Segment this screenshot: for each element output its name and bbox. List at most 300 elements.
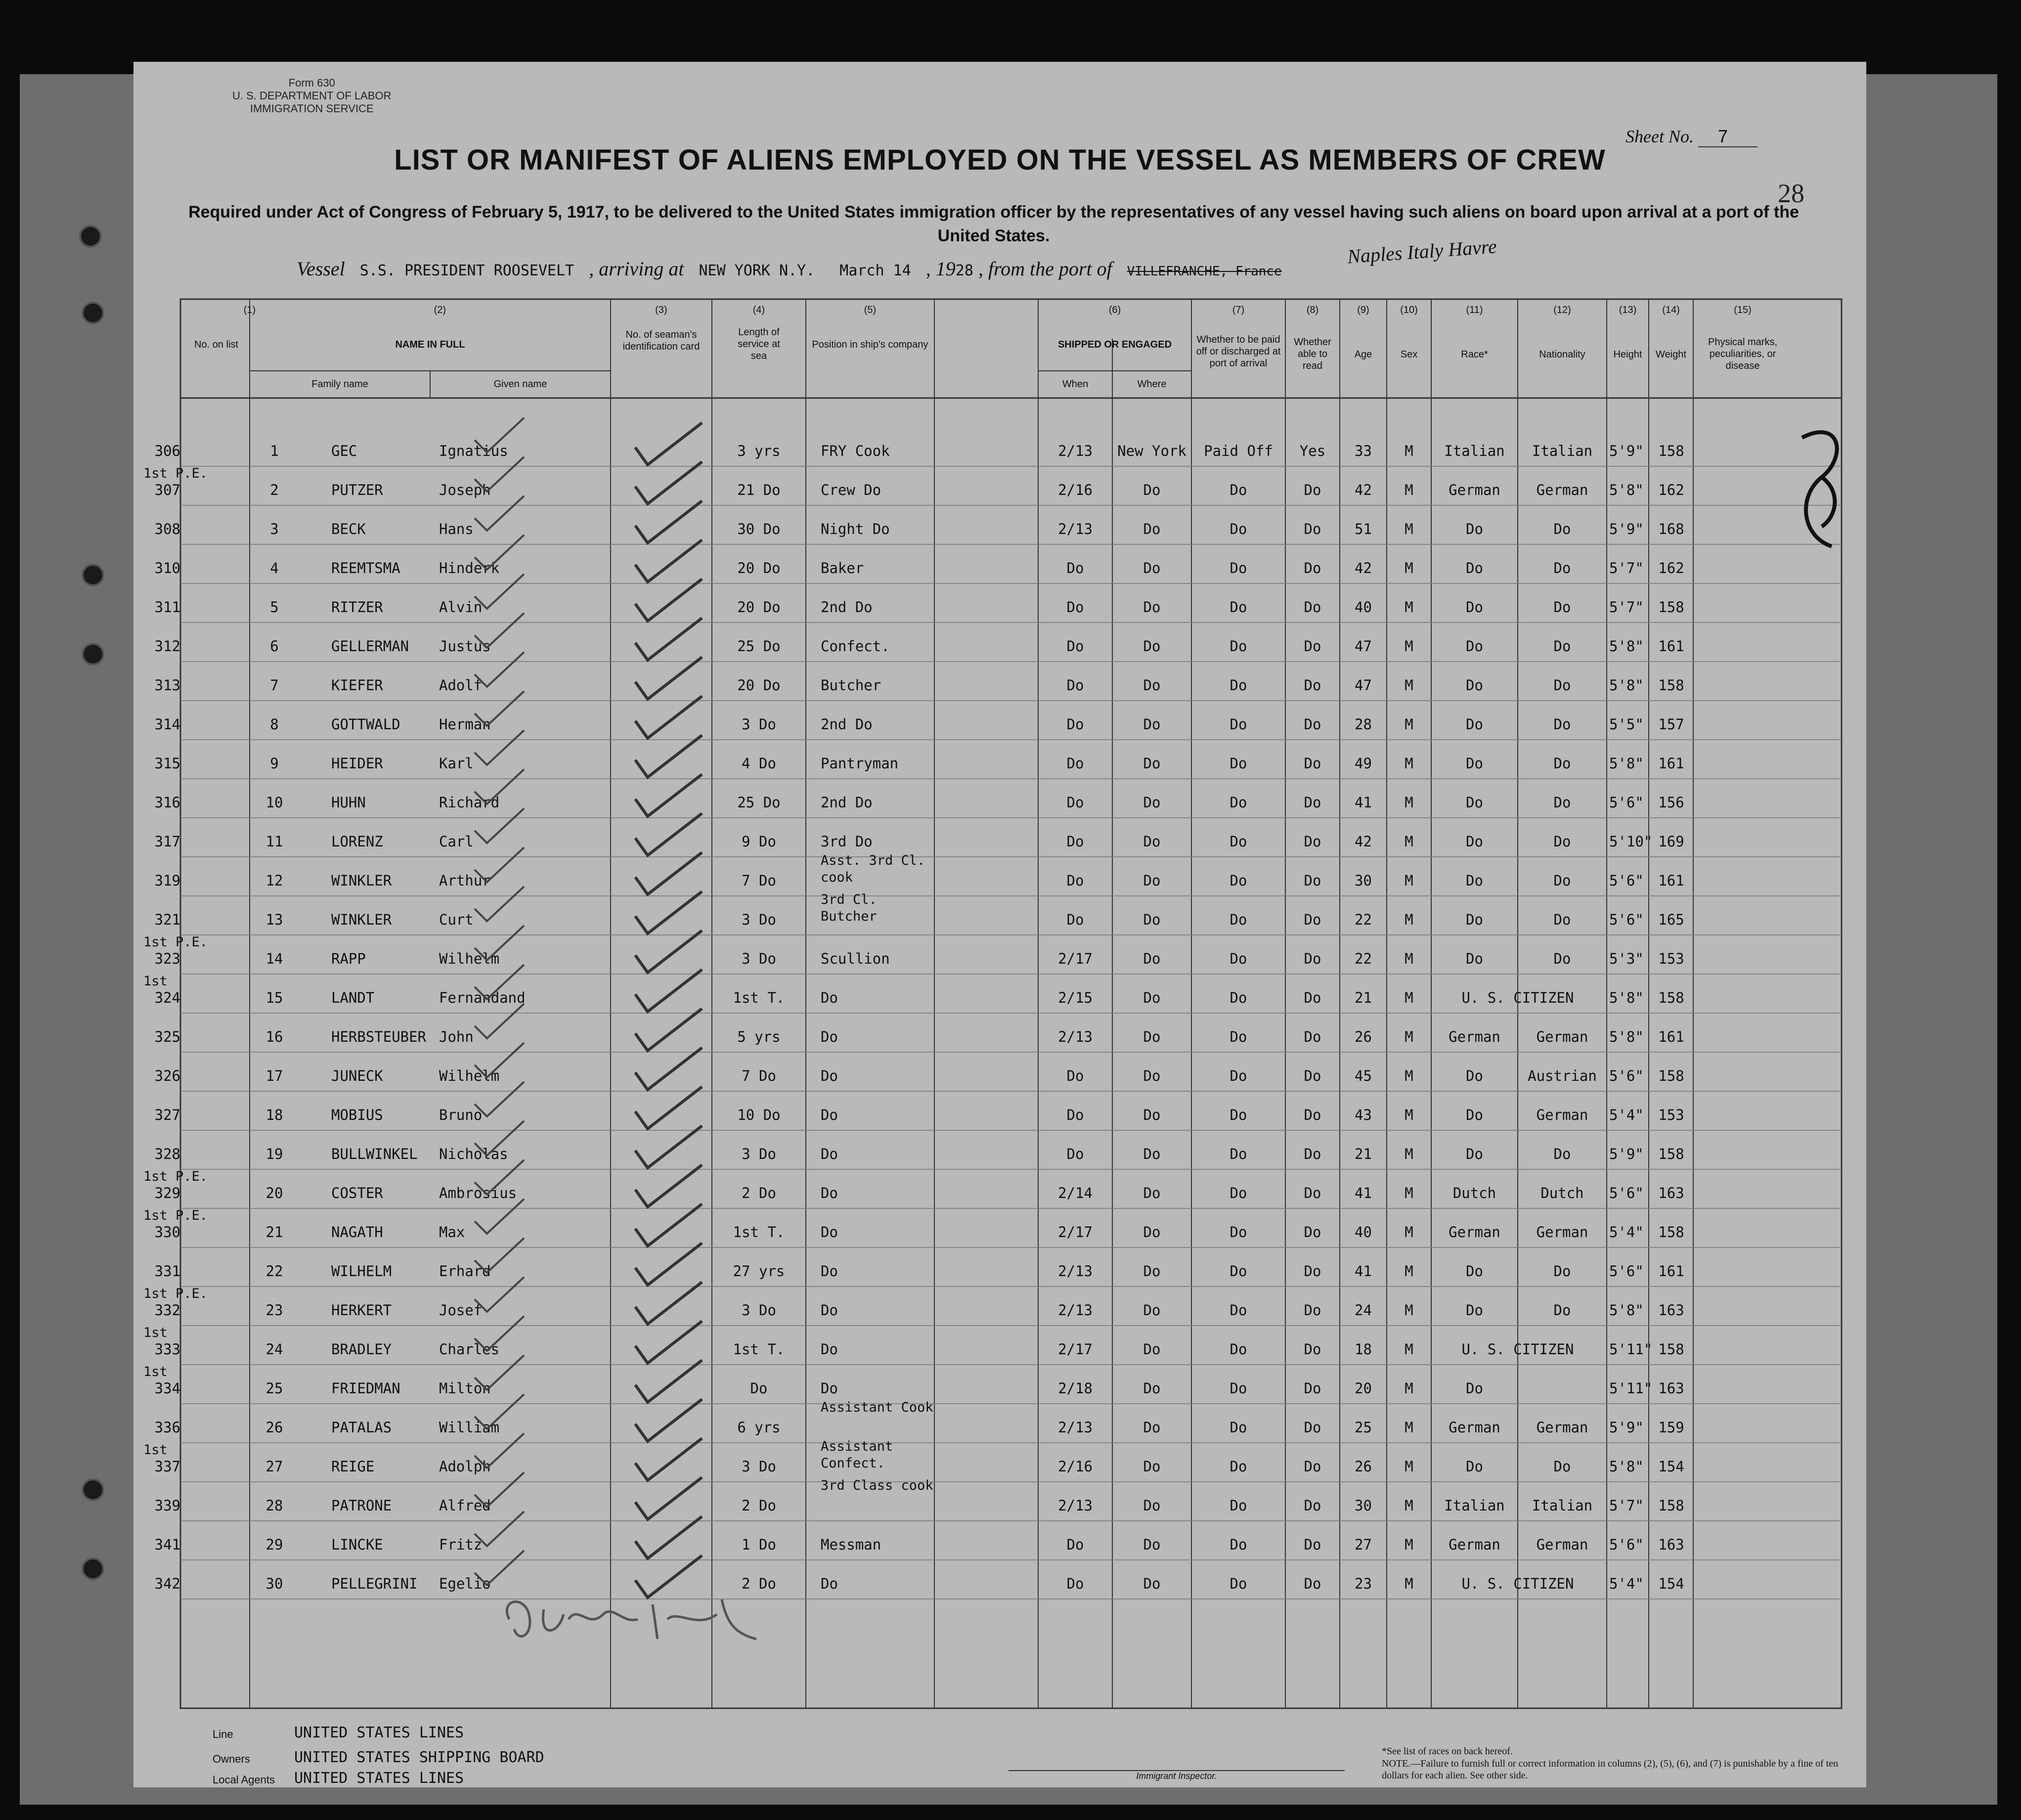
name-check-icon [470,1314,529,1353]
margin-note: 1st [143,1364,168,1379]
table-row [133,935,1866,974]
name-check-icon [470,923,529,963]
cell-nationality: German [1536,1536,1588,1553]
cell-read: Do [1304,599,1321,616]
cell-race: Do [1466,1263,1483,1280]
margin-number: 329 [154,1185,180,1201]
margin-number: 325 [154,1028,180,1045]
cell-nationality: Do [1553,599,1571,616]
table-row [133,623,1866,662]
cell-family: NAGATH [331,1224,383,1241]
cell-family: GELLERMAN [331,638,409,655]
cell-position: Assistant Cook [821,1400,933,1415]
margin-number: 331 [154,1263,180,1280]
cell-when: 2/13 [1058,443,1093,459]
cell-no: 20 [265,1185,283,1201]
cell-sex: M [1405,1302,1413,1319]
col-12-num: (12) [1553,305,1571,315]
cell-nationality: Dutch [1540,1185,1584,1201]
table-row [133,1478,1866,1521]
cell-age: 40 [1355,1224,1372,1241]
cell-family: MOBIUS [331,1107,383,1123]
cell-paid: Do [1230,1419,1247,1436]
cell-family: GOTTWALD [331,716,400,733]
cell-given: Nicholas [439,1146,508,1162]
cell-nationality: German [1536,1107,1588,1123]
col-header-paid: Whether to be paid off or discharged at port of arrival [1196,334,1281,369]
cell-race: Do [1466,872,1483,889]
margin-number: 307 [154,482,180,498]
name-check-icon [470,1197,529,1236]
name-check-icon [470,689,529,728]
margin-number: 327 [154,1107,180,1123]
cell-where: Do [1143,833,1161,850]
cell-paid: Do [1230,1028,1247,1045]
cell-when: Do [1066,1146,1084,1162]
cell-given: Joseph [439,482,491,498]
table-row [133,467,1866,505]
cell-sex: M [1405,1146,1413,1162]
vessel-name: S.S. PRESIDENT ROOSEVELT [359,262,574,279]
col-13-num: (13) [1619,305,1637,315]
cell-no: 17 [265,1067,283,1084]
cell-service: 1st T. [733,1224,785,1241]
col-header-weight: Weight [1656,349,1686,360]
cell-service: 3 Do [742,1458,776,1475]
cell-service: 3 Do [742,1146,776,1162]
cell-paid: Do [1230,1107,1247,1123]
name-check-icon [470,650,529,689]
cell-where: Do [1143,1185,1161,1201]
margin-number: 333 [154,1341,180,1358]
cell-where: Do [1143,1302,1161,1319]
name-check-icon [470,884,529,924]
sheet-label: Sheet No. [1625,127,1694,146]
cell-weight: 158 [1658,1224,1684,1241]
cell-given: Ignatius [439,443,508,459]
cell-where: Do [1143,560,1161,577]
cell-read: Do [1304,950,1321,967]
cell-sex: M [1405,443,1413,459]
margin-number: 306 [154,443,180,459]
cell-height: 5'6" [1609,794,1644,811]
cell-read: Do [1304,1458,1321,1475]
cell-no: 10 [265,794,283,811]
cell-sex: M [1405,1341,1413,1358]
col-14-num: (14) [1662,305,1680,315]
cell-position: Asst. 3rd Cl. cook [821,853,925,885]
agents-label: Local Agents [213,1774,275,1786]
cell-when: 2/13 [1058,1028,1093,1045]
cell-nationality: Do [1553,872,1571,889]
cell-age: 51 [1355,521,1372,537]
cell-read: Do [1304,1185,1321,1201]
cell-service: 21 Do [737,482,781,498]
cell-height: 5'9" [1609,1419,1644,1436]
table-row [133,892,1866,935]
cell-paid: Do [1230,482,1247,498]
cell-age: 33 [1355,443,1372,459]
cell-family: GEC [331,443,357,459]
cell-service: 3 Do [742,1302,776,1319]
cell-race: Do [1466,1107,1483,1123]
cell-race: German [1449,1028,1500,1045]
cell-when: 2/16 [1058,1458,1093,1475]
cell-no: 30 [265,1575,283,1592]
name-check-icon [470,415,529,455]
cell-weight: 158 [1658,599,1684,616]
cell-nationality: Austrian [1528,1067,1597,1084]
margin-number: 341 [154,1536,180,1553]
cell-when: 2/13 [1058,521,1093,537]
cell-read: Do [1304,1146,1321,1162]
name-check-icon [470,1353,529,1392]
cell-position: Do [821,1224,838,1241]
cell-family: FRIEDMAN [331,1380,400,1397]
form-service: IMMIGRATION SERVICE [250,102,374,115]
cell-height: 5'8" [1609,755,1644,772]
cell-age: 27 [1355,1536,1372,1553]
cell-service: 3 yrs [737,443,781,459]
name-check-icon [470,845,529,885]
cell-height: 5'4" [1609,1107,1644,1123]
cell-paid: Do [1230,1146,1247,1162]
cell-no: 4 [270,560,279,577]
margin-number: 337 [154,1458,180,1475]
cell-race: U. S. CITIZEN [1461,1575,1574,1592]
cell-service: 2 Do [742,1185,776,1201]
cell-service: 20 Do [737,677,781,694]
cell-nationality: German [1536,1419,1588,1436]
cell-no: 8 [270,716,279,733]
cell-position: Do [821,989,838,1006]
cell-height: 5'3" [1609,950,1644,967]
cell-height: 5'8" [1609,482,1644,498]
cell-read: Do [1304,1067,1321,1084]
cell-nationality: German [1536,1224,1588,1241]
cell-position: 2nd Do [821,716,873,733]
cell-height: 5'9" [1609,443,1644,459]
table-row [133,584,1866,622]
cell-given: Alfred [439,1497,491,1514]
cell-nationality: German [1536,482,1588,498]
margin-number: 342 [154,1575,180,1592]
table-row [133,1326,1866,1365]
cell-age: 23 [1355,1575,1372,1592]
cell-sex: M [1405,1067,1413,1084]
cell-read: Do [1304,560,1321,577]
cell-family: PATRONE [331,1497,392,1514]
binder-hole [79,225,102,248]
cell-read: Do [1304,911,1321,928]
cell-weight: 161 [1658,872,1684,889]
cell-weight: 168 [1658,521,1684,537]
cell-service: 4 Do [742,755,776,772]
cell-service: 6 yrs [737,1419,781,1436]
cell-height: 5'8" [1609,1458,1644,1475]
name-check-icon [470,1079,529,1119]
cell-paid: Do [1230,1536,1247,1553]
cell-position: 3rd Class cook [821,1478,933,1493]
cell-when: Do [1066,599,1084,616]
cell-where: Do [1143,1224,1161,1241]
margin-number: 336 [154,1419,180,1436]
cell-race: Do [1466,755,1483,772]
cell-paid: Do [1230,1380,1247,1397]
cell-nationality: Italian [1532,443,1593,459]
cell-sex: M [1405,1263,1413,1280]
cell-height: 5'8" [1609,989,1644,1006]
cell-given: Wilhelm [439,1067,500,1084]
cell-when: Do [1066,755,1084,772]
cell-paid: Do [1230,716,1247,733]
cell-read: Do [1304,794,1321,811]
cell-where: Do [1143,1497,1161,1514]
form-number: Form 630 [288,77,335,89]
races-note: *See list of races on back hereof. [1382,1746,1513,1757]
table-row [133,740,1866,779]
cell-read: Do [1304,1575,1321,1592]
cell-position: Butcher [821,677,881,694]
cell-when: 2/14 [1058,1185,1093,1201]
cell-paid: Do [1230,989,1247,1006]
cell-service: 7 Do [742,1067,776,1084]
cell-sex: M [1405,1380,1413,1397]
cell-paid: Do [1230,677,1247,694]
name-check-icon [470,454,529,494]
cell-sex: M [1405,989,1413,1006]
cell-service: 1st T. [733,989,785,1006]
col-9-num: (9) [1357,305,1369,315]
cell-service: 10 Do [737,1107,781,1123]
col-5-num: (5) [864,305,877,315]
col-6-num: (6) [1108,305,1121,315]
cell-given: Wilhelm [439,950,500,967]
name-check-icon [470,1157,529,1197]
binder-hole [82,302,104,324]
cell-position: Messman [821,1536,881,1553]
cell-weight: 161 [1658,638,1684,655]
cell-nationality: Do [1553,560,1571,577]
cell-read: Do [1304,677,1321,694]
cell-position: Do [821,1185,838,1201]
cell-no: 3 [270,521,279,537]
cell-sex: M [1405,1107,1413,1123]
cell-age: 41 [1355,1263,1372,1280]
cell-age: 21 [1355,989,1372,1006]
cell-paid: Do [1230,1497,1247,1514]
cell-where: Do [1143,1380,1161,1397]
cell-service: 25 Do [737,638,781,655]
cell-where: Do [1143,1458,1161,1475]
cell-age: 47 [1355,677,1372,694]
name-check-icon [470,1236,529,1275]
cell-when: Do [1066,1575,1084,1592]
cell-weight: 163 [1658,1536,1684,1553]
col-7-num: (7) [1232,305,1245,315]
col-header-service: Length of service at sea [738,327,780,361]
name-check-icon [470,1431,529,1470]
cell-family: WINKLER [331,872,392,889]
cell-when: 2/15 [1058,989,1093,1006]
cell-no: 24 [265,1341,283,1358]
cell-no: 28 [265,1497,283,1514]
name-check-icon [470,533,529,572]
cell-age: 30 [1355,1497,1372,1514]
col-header-when: When [1062,379,1089,390]
cell-given: Hans [439,521,474,537]
margin-number: 330 [154,1224,180,1241]
arriving-label: , arriving at [589,258,684,280]
cell-weight: 163 [1658,1185,1684,1201]
margin-number: 334 [154,1380,180,1397]
table-row [133,1131,1866,1169]
cell-position: Do [821,1263,838,1280]
cell-position: Do [821,1575,838,1592]
cell-sex: M [1405,1575,1413,1592]
cell-where: Do [1143,599,1161,616]
cell-where: Do [1143,794,1161,811]
cell-family: COSTER [331,1185,383,1201]
cell-nationality: Do [1553,1263,1571,1280]
cell-sex: M [1405,1028,1413,1045]
cell-height: 5'6" [1609,1185,1644,1201]
cell-weight: 158 [1658,1497,1684,1514]
cell-where: Do [1143,989,1161,1006]
table-row [133,1170,1866,1208]
cell-service: 3 Do [742,716,776,733]
inspector-signature [489,1585,786,1654]
cell-given: Justus [439,638,491,655]
cell-nationality: German [1536,1028,1588,1045]
cell-race: Do [1466,950,1483,967]
cell-family: KIEFER [331,677,383,694]
table-row [133,1287,1866,1326]
cell-position: 3rd Cl. Butcher [821,892,877,924]
name-check-icon [470,962,529,1002]
cell-paid: Do [1230,1185,1247,1201]
cell-no: 16 [265,1028,283,1045]
cell-race: Dutch [1452,1185,1496,1201]
cell-given: Milton [439,1380,491,1397]
cell-family: REEMTSMA [331,560,400,577]
cell-given: Alvin [439,599,483,616]
cell-race: Do [1466,833,1483,850]
cell-where: Do [1143,950,1161,967]
cell-age: 41 [1355,1185,1372,1201]
cell-nationality: Do [1553,521,1571,537]
cell-weight: 156 [1658,794,1684,811]
cell-age: 30 [1355,872,1372,889]
margin-note: 1st P.E. [143,934,208,950]
cell-age: 40 [1355,599,1372,616]
footer-line [213,1724,464,1741]
cell-service: 1 Do [742,1536,776,1553]
cell-paid: Do [1230,755,1247,772]
col-header-read: Whether able to read [1294,337,1331,371]
cell-where: Do [1143,638,1161,655]
cell-read: Do [1304,1419,1321,1436]
cell-age: 25 [1355,1419,1372,1436]
penalty-note: NOTE.—Failure to furnish full or correct information in columns (2), (5), (6), and (7) is punishable by a fine of ten dollars for each alien. See other side. [1382,1758,1839,1781]
margin-number: 339 [154,1497,180,1514]
cell-read: Do [1304,1224,1321,1241]
cell-given: John [439,1028,474,1045]
cell-no: 6 [270,638,279,655]
cell-given: Egelio [439,1575,491,1592]
cell-race: Italian [1444,1497,1505,1514]
name-check-icon [470,767,529,806]
cell-when: Do [1066,911,1084,928]
cell-race: Do [1466,716,1483,733]
cell-nationality: Italian [1532,1497,1593,1514]
col-header-race: Race* [1461,349,1488,360]
cell-when: 2/16 [1058,482,1093,498]
cell-no: 12 [265,872,283,889]
cell-age: 49 [1355,755,1372,772]
col-header-where: Where [1137,379,1167,390]
cell-age: 21 [1355,1146,1372,1162]
cell-family: HEIDER [331,755,383,772]
from-label: , from the port of [978,258,1112,280]
cell-paid: Do [1230,638,1247,655]
line-value: UNITED STATES LINES [294,1724,464,1741]
cell-family: RITZER [331,599,383,616]
col-header-name: NAME IN FULL [395,339,465,350]
cell-age: 20 [1355,1380,1372,1397]
cell-when: 2/17 [1058,1341,1093,1358]
cell-weight: 159 [1658,1419,1684,1436]
cell-position: Do [821,1341,838,1358]
cell-family: HERBSTEUBER [331,1028,427,1045]
cell-race: Do [1466,560,1483,577]
col-header-no-label: No. on list [194,339,238,350]
cell-given: Arthur [439,872,491,889]
cell-no: 29 [265,1536,283,1553]
cell-when: 2/13 [1058,1263,1093,1280]
margin-number: 316 [154,794,180,811]
cell-no: 21 [265,1224,283,1241]
cell-weight: 162 [1658,482,1684,498]
cell-sex: M [1405,716,1413,733]
footer-agents [213,1770,464,1787]
cell-position: Assistant Confect. [821,1439,893,1471]
cell-when: 2/17 [1058,1224,1093,1241]
cell-paid: Do [1230,1458,1247,1475]
cell-age: 24 [1355,1302,1372,1319]
cell-race: U. S. CITIZEN [1461,989,1574,1006]
sheet-value: 7 [1698,126,1757,147]
col-2-num: (2) [434,305,446,315]
table-row [133,1400,1866,1443]
cell-position: FRY Cook [821,443,890,459]
cell-height: 5'7" [1609,560,1644,577]
cell-position: 3rd Do [821,833,873,850]
cell-service: 25 Do [737,794,781,811]
cell-nationality: Do [1553,1302,1571,1319]
cell-age: 43 [1355,1107,1372,1123]
cell-nationality: Do [1553,794,1571,811]
cell-no: 15 [265,989,283,1006]
cell-age: 22 [1355,911,1372,928]
cell-read: Do [1304,989,1321,1006]
cell-nationality: Do [1553,911,1571,928]
arrival-date: March 14 [839,262,911,279]
col-header-given: Given name [493,379,547,390]
name-check-icon [470,1118,529,1158]
cell-given: Adolph [439,1458,491,1475]
cell-weight: 163 [1658,1380,1684,1397]
